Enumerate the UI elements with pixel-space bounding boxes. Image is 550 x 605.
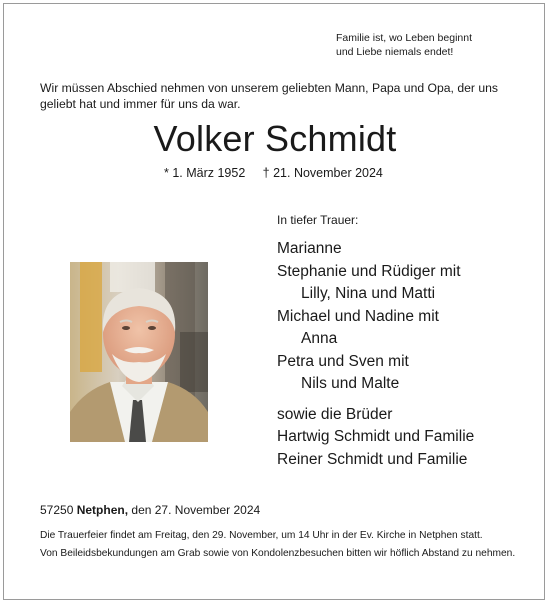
place-and-date: [40, 503, 260, 518]
death-date: † 21. November 2024: [262, 166, 383, 180]
mourner-line: Stephanie und Rüdiger mit: [277, 262, 461, 280]
condolence-note: Von Beileidsbekundungen am Grab sowie von Kondolenzbesuchen bitten wir höflich Abstand zu nehmen.: [40, 548, 516, 559]
mourner-line: sowie die Brüder: [277, 405, 393, 423]
mourner-line: Reiner Schmidt und Familie: [277, 450, 468, 468]
mourner-line: Lilly, Nina und Matti: [301, 285, 436, 302]
mourning-label: In tiefer Trauer:: [277, 213, 359, 227]
mourner-line: Nils und Malte: [301, 375, 400, 392]
motto-line-1: Familie ist, wo Leben beginnt: [336, 32, 472, 44]
life-dates: [164, 166, 383, 181]
mourner-line: Hartwig Schmidt und Familie: [277, 428, 475, 445]
postcode: 57250: [40, 503, 74, 517]
deceased-name: Volker Schmidt: [153, 118, 397, 159]
birth-date: * 1. März 1952: [164, 166, 246, 180]
portrait-photo: [70, 262, 208, 442]
notice-date: den 27. November 2024: [131, 503, 261, 517]
mourner-line: Petra und Sven mit: [277, 352, 409, 370]
town: Netphen,: [76, 503, 129, 517]
mourner-line: Michael und Nadine mit: [277, 307, 439, 325]
motto: [336, 32, 472, 59]
motto-line-2: und Liebe niemals endet!: [336, 45, 454, 58]
mourners-list: [277, 238, 474, 471]
mourner-line: Marianne: [277, 240, 342, 257]
mourner-line: Anna: [301, 330, 338, 347]
service-note: Die Trauerfeier findet am Freitag, den 29. November, um 14 Uhr in der Ev. Kirche in Netphen statt.: [40, 530, 483, 541]
intro-text: Wir müssen Abschied nehmen von unserem geliebten Mann, Papa und Opa, der uns geliebt hat und immer für uns da war.: [40, 81, 498, 111]
